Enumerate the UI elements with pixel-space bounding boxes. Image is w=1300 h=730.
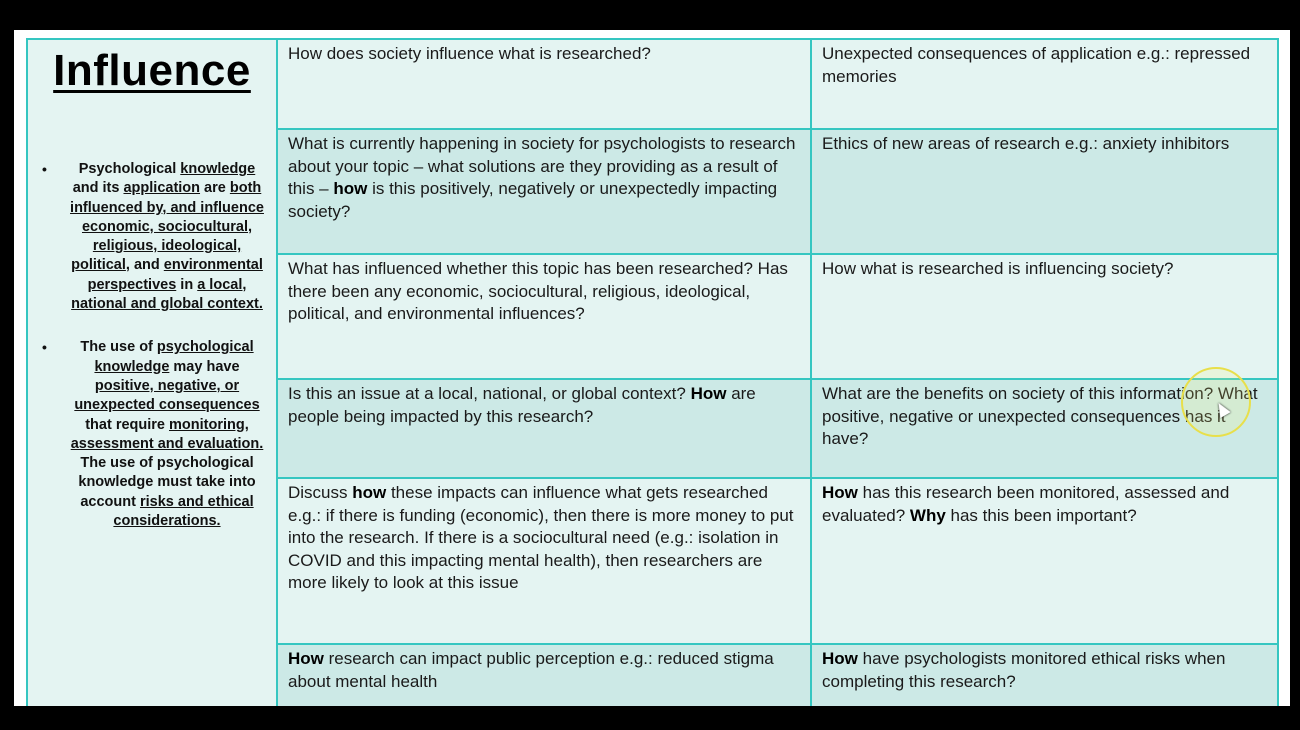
bullet-text: application (123, 180, 201, 197)
bullet-text: positive, negative, or unexpected consequences (74, 377, 260, 414)
consequence-cell (812, 130, 1277, 253)
bullet-text: knowledge (180, 161, 256, 177)
cell-text: has this been important? (945, 505, 1137, 525)
cell-text: How (822, 649, 858, 668)
bullet-text: and its (72, 180, 124, 197)
table-row (278, 255, 1277, 380)
page-title: Influence (53, 46, 251, 95)
bullet-text: environmental perspectives (87, 257, 263, 293)
table-row (278, 130, 1277, 255)
cell-text: Discuss (288, 483, 353, 502)
bullet-text: risks and ethical considerations. (113, 493, 254, 530)
question-cell (278, 255, 812, 378)
cell-text: Ethics of new areas of research e.g.: anxiety inhibitors (822, 134, 1230, 153)
question-cell (278, 130, 812, 253)
cell-text: How (822, 483, 858, 502)
bullet-dot-icon: • (42, 339, 47, 356)
left-column (28, 40, 278, 706)
table-row (278, 380, 1277, 479)
cell-text: What is currently happening in society for psychologists to research about your topic – what solutions are they providing as a result of this – (288, 134, 796, 198)
bullet-text: a local, national and global context. (71, 276, 263, 313)
bullet-point (28, 338, 278, 531)
cell-text: research can impact public perception e.g.: reduced stigma about mental health (288, 649, 774, 691)
slide (14, 30, 1290, 706)
question-cell (278, 40, 812, 128)
bullet-text: Psychological (78, 161, 181, 177)
cell-text: how (352, 483, 387, 502)
cell-text: how (333, 179, 368, 198)
cell-text: Why (909, 505, 946, 525)
cell-text: How (288, 649, 324, 668)
cell-text: is this positively, negatively or unexpectedly impacting society? (288, 179, 778, 221)
bullet-text: in (176, 276, 198, 293)
influence-table (26, 38, 1279, 706)
cell-text: How does society influence what is researched? (288, 44, 651, 63)
question-cell (278, 645, 812, 706)
consequence-cell (812, 645, 1277, 706)
cell-text: How (690, 384, 727, 403)
bullet-text: The use of psychological knowledge must take into account (78, 455, 256, 510)
bullet-text: are (200, 180, 230, 197)
bullet-text: both influenced by, and influence (70, 180, 264, 216)
cell-text: Is this an issue at a local, national, or global context? (288, 384, 691, 403)
bullet-dot-icon: • (42, 161, 47, 177)
cell-text: Unexpected consequences of application e.g.: repressed memories (822, 44, 1251, 86)
consequence-cell (812, 40, 1277, 128)
question-grid (278, 40, 1277, 706)
table-row (278, 479, 1277, 645)
bullet-list (28, 160, 278, 555)
bullet-text: monitoring, assessment and evaluation. (70, 416, 264, 452)
bullet-text: may have (169, 358, 240, 375)
bullet-text: that require (85, 416, 170, 433)
cell-text: What has influenced whether this topic has been researched? Has there been any economic, sociocultural, religious, ideological, political, and environmental influences? (288, 259, 788, 323)
consequence-cell (812, 255, 1277, 378)
cell-text: have psychologists monitored ethical risks when completing this research? (822, 649, 1226, 691)
bullet-text: The use of (80, 339, 157, 356)
cell-text: What are the benefits on society of this information? What positive, negative or unexpected consequences has it have? (822, 384, 1258, 448)
table-row (278, 645, 1277, 706)
bullet-text: , and (125, 257, 164, 274)
cell-text: these impacts can influence what gets researched e.g.: if there is funding (economic), then there is more money to put into the research. If there is a sociocultural need (e.g.: isolation in COVID and this impacting mental health), then researchers are more likely to look at this issue (288, 483, 794, 592)
cell-text: has this research been monitored, assessed and evaluated? (822, 483, 1230, 525)
question-cell (278, 380, 812, 477)
bullet-point (28, 160, 278, 314)
cell-text: How what is researched is influencing society? (822, 259, 1174, 278)
bullet-text: economic, sociocultural, religious, ideological, political (71, 218, 252, 274)
table-row (278, 40, 1277, 130)
bullet-text: psychological knowledge (94, 339, 254, 375)
question-cell (278, 479, 812, 643)
consequence-cell (812, 479, 1277, 643)
cell-text: are people being impacted by this research? (288, 384, 756, 426)
cursor-highlight (1181, 367, 1251, 437)
